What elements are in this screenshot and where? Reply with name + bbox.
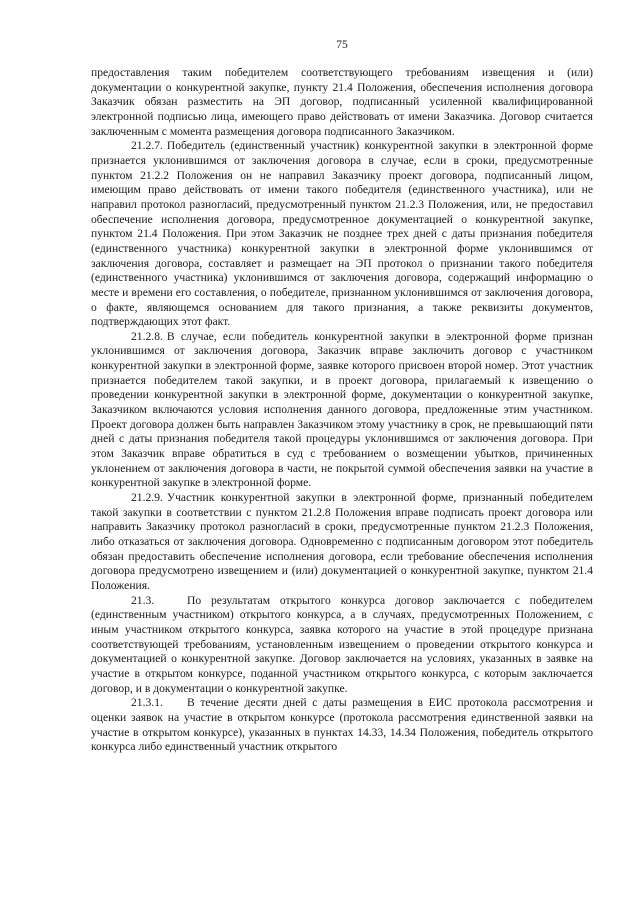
paragraph-text: Победитель (единственный участник) конкурентной закупки в электронной форме признается уклонившимся от заключения договора в случае, если в сроки, предусмотренные пунктом 21.2.2 Положения он не направил Заказчику проект договора, подписанный лицом, имеющим право действовать от имени такого победителя (единственного участника), или не направил протокол разногласий, предусмотренный пунктом 21.2.3 Положения, или, не предоставил обеспечение исполнения договора, предусмотренное документацией о конкурентной закупке, пунктом 21.4 Положения. При этом Заказчик не позднее трех дней с даты признания победителя (единственного участника) конкурентной закупки в электронной форме уклонившимся от заключения договора, составляет и размещает на ЭП протокол о признании такого победителя (единственного участника) уклонившимся от заключения договора, содержащий информацию о месте и времени его составления, о победителе, признанном уклонившимся от заключения договора, о факте, являющемся основанием для такого признания, а также реквизиты документов, подтверждающих этот факт. (91, 139, 593, 329)
page-number: 75 (336, 39, 348, 51)
paragraph-continuation (91, 66, 593, 139)
paragraph-number: 21.2.9. (131, 491, 163, 505)
paragraph-text: По результатам открытого конкурса договор заключается с победителем (единственным участником) открытого конкурса, а в случаях, предусмотренных Положением, с иным участником открытого конкурса, заявка которого на участие в этой процедуре признана соответствующей требованиям, установленным извещением о проведении открытого конкурса и документацией о конкурентной закупке. Договор заключается на условиях, указанных в заявке на участие в открытом конкурсе, поданной участником открытого конкурса, с которым заключается договор, и в документации о конкурентной закупке. (91, 593, 593, 695)
paragraph-number: 21.2.7. (131, 139, 163, 153)
paragraph-text: предоставления таким победителем соответствующего требованиям извещения и (или) документации о конкурентной закупке, пункту 21.4 Положения, обеспечения исполнения договора Заказчик обязан разместить на ЭП договор, подписанный усиленной квалифицированной электронной подписью лица, имеющего право действовать от имени Заказчика. Договор считается заключенным с момента размещения договора подписанного Заказчиком. (91, 66, 593, 138)
paragraph-number: 21.3.1. (131, 696, 163, 710)
paragraph-21-3 (91, 594, 593, 697)
paragraph-21-2-8 (91, 330, 593, 491)
paragraph-21-2-7 (91, 139, 593, 330)
paragraph-text: Участник конкурентной закупки в электронной форме, признанный победителем такой закупки в соответствии с пунктом 21.2.8 Положения вправе подписать проект договора или направить Заказчику протокол разногласий в сроки, предусмотренные пунктом 21.2.3 Положения, либо отказаться от заключения договора. Одновременно с подписанным договором этот победитель обязан предоставить обеспечение исполнения договора, если требование обеспечения исполнения договора предусмотрено извещением и (или) документацией о конкурентной закупке, пунктом 21.4 Положения. (91, 491, 593, 592)
paragraph-21-2-9 (91, 491, 593, 594)
paragraph-text: В случае, если победитель конкурентной закупки в электронной форме признан уклонившимся от заключения договора, Заказчик вправе заключить договор с участником конкурентной закупки в электронной форме, заявке которого присвоен второй номер. Этот участник признается победителем такой закупки, и в проект договора, прилагаемый к извещению о проведении конкурентной закупки в электронной форме, документации о конкурентной закупке, Заказчиком включаются условия исполнения данного договора, предложенные этим участником. Проект договора должен быть направлен Заказчиком этому участнику в срок, не превышающий пяти дней с даты признания победителя такой процедуры уклонившимся от заключения договора. При этом Заказчик вправе обратиться в суд с требованием о возмещении убытков, причиненных уклонением от заключения договора в части, не покрытой суммой обеспечения заявки на участие в конкурентной закупке в электронной форме. (91, 329, 593, 490)
document-page (91, 38, 593, 755)
paragraph-number: 21.2.8. (131, 329, 163, 343)
paragraph-text: В течение десяти дней с даты размещения в ЕИС протокола рассмотрения и оценки заявок на участие в открытом конкурсе (протокола рассмотрения единственной заявки на участие в открытом конкурсе), указанных в пунктах 14.33, 14.34 Положения, победитель открытого конкурса либо единственный участник открытого (91, 696, 593, 754)
paragraph-21-3-1 (91, 696, 593, 755)
paragraph-number: 21.3. (131, 593, 155, 607)
